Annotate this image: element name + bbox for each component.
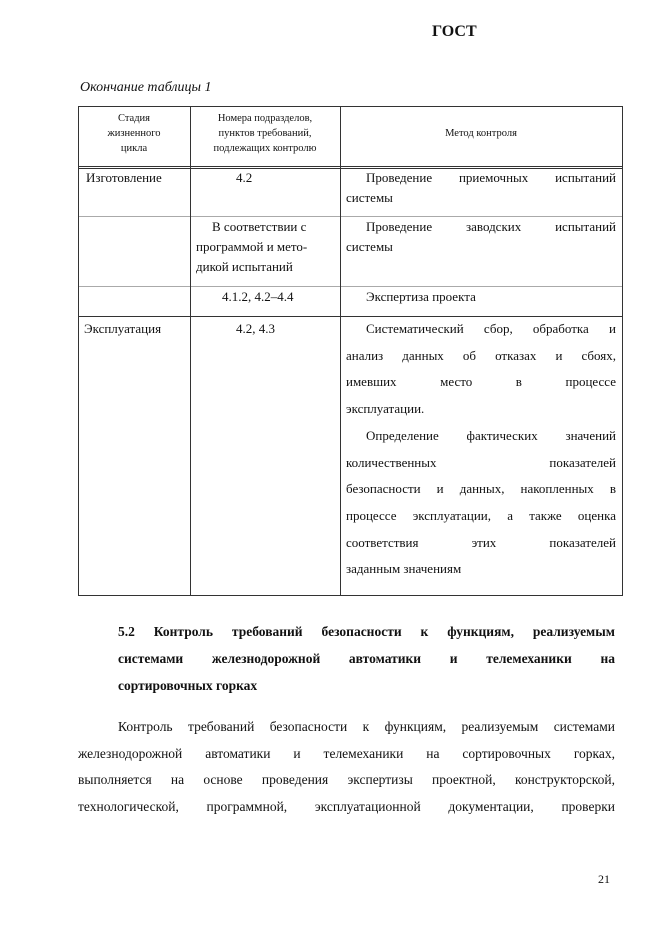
header-items (190, 111, 340, 156)
table-cell-items: В соответствии с (212, 219, 307, 234)
header-stage (78, 111, 190, 156)
table-cell-method-line: безопасности и данных, накопленных в (346, 481, 616, 497)
table-cell-stage: Изготовление (86, 170, 162, 185)
table-cell-method-line: соответствия этих показателей (346, 534, 616, 550)
header-method (340, 126, 622, 141)
table-caption: Окончание таблицы 1 (80, 80, 212, 95)
table-cell-method: Экспертиза проекта (366, 289, 476, 304)
table-cell-items: дикой испытаний (196, 259, 293, 274)
table-cell-method: Проведение приемочных испытаний (366, 170, 616, 185)
paragraph-line: железнодорожной автоматики и телемеханики на сортировочных горках, (78, 745, 615, 761)
paragraph-line: Контроль требований безопасности к функциям, реализуемым системами (118, 719, 615, 734)
table-cell-stage: Эксплуатация (84, 321, 162, 336)
header-line: цикла (120, 143, 148, 154)
table-cell-items: 4.2 (236, 170, 253, 185)
header-line: пунктов требований, (218, 128, 312, 139)
table-cell-items: 4.1.2, 4.2–4.4 (222, 289, 294, 304)
paragraph-line: выполняется на основе проведения экспертизы проектной, конструкторской, (78, 772, 615, 787)
table-cell-method-line: Определение фактических значений (366, 427, 616, 443)
table-cell-method-line: заданным значениям (346, 561, 462, 577)
header-line: жизненного (107, 128, 161, 139)
page-header-title: ГОСТ (432, 23, 477, 40)
table-cell-method: системы (346, 190, 393, 205)
table-cell-method-line: анализ данных об отказах и сбоях, (346, 347, 616, 363)
heading-line: системами железнодорожной автоматики и телемеханики на (118, 651, 615, 666)
table-cell-method: системы (346, 239, 393, 254)
table-cell-method-line: процессе эксплуатации, а также оценка (346, 507, 616, 523)
table-cell-method: Проведение заводских испытаний (366, 219, 616, 234)
table-cell-method-line: имевших место в процессе (346, 374, 616, 390)
table-cell-items: программой и мето- (196, 239, 308, 254)
table-cell-items: 4.2, 4.3 (236, 321, 275, 336)
header-line: подлежащих контролю (213, 143, 317, 154)
table-cell-method-line: количественных показателей (346, 454, 616, 470)
table-cell-method-line: эксплуатации. (346, 401, 425, 417)
paragraph-line: технологической, программной, эксплуатационной документации, проверки (78, 798, 615, 814)
header-line: Номера подразделов, (217, 113, 313, 124)
heading-line: сортировочных горках (118, 678, 258, 693)
table-cell-method-line: Систематический сбор, обработка и (366, 321, 616, 336)
heading-line: 5.2 Контроль требований безопасности к функциям, реализуемым (118, 624, 615, 639)
header-line: Метод контроля (445, 128, 517, 139)
page-number: 21 (598, 872, 610, 886)
header-line: Стадия (117, 113, 151, 124)
